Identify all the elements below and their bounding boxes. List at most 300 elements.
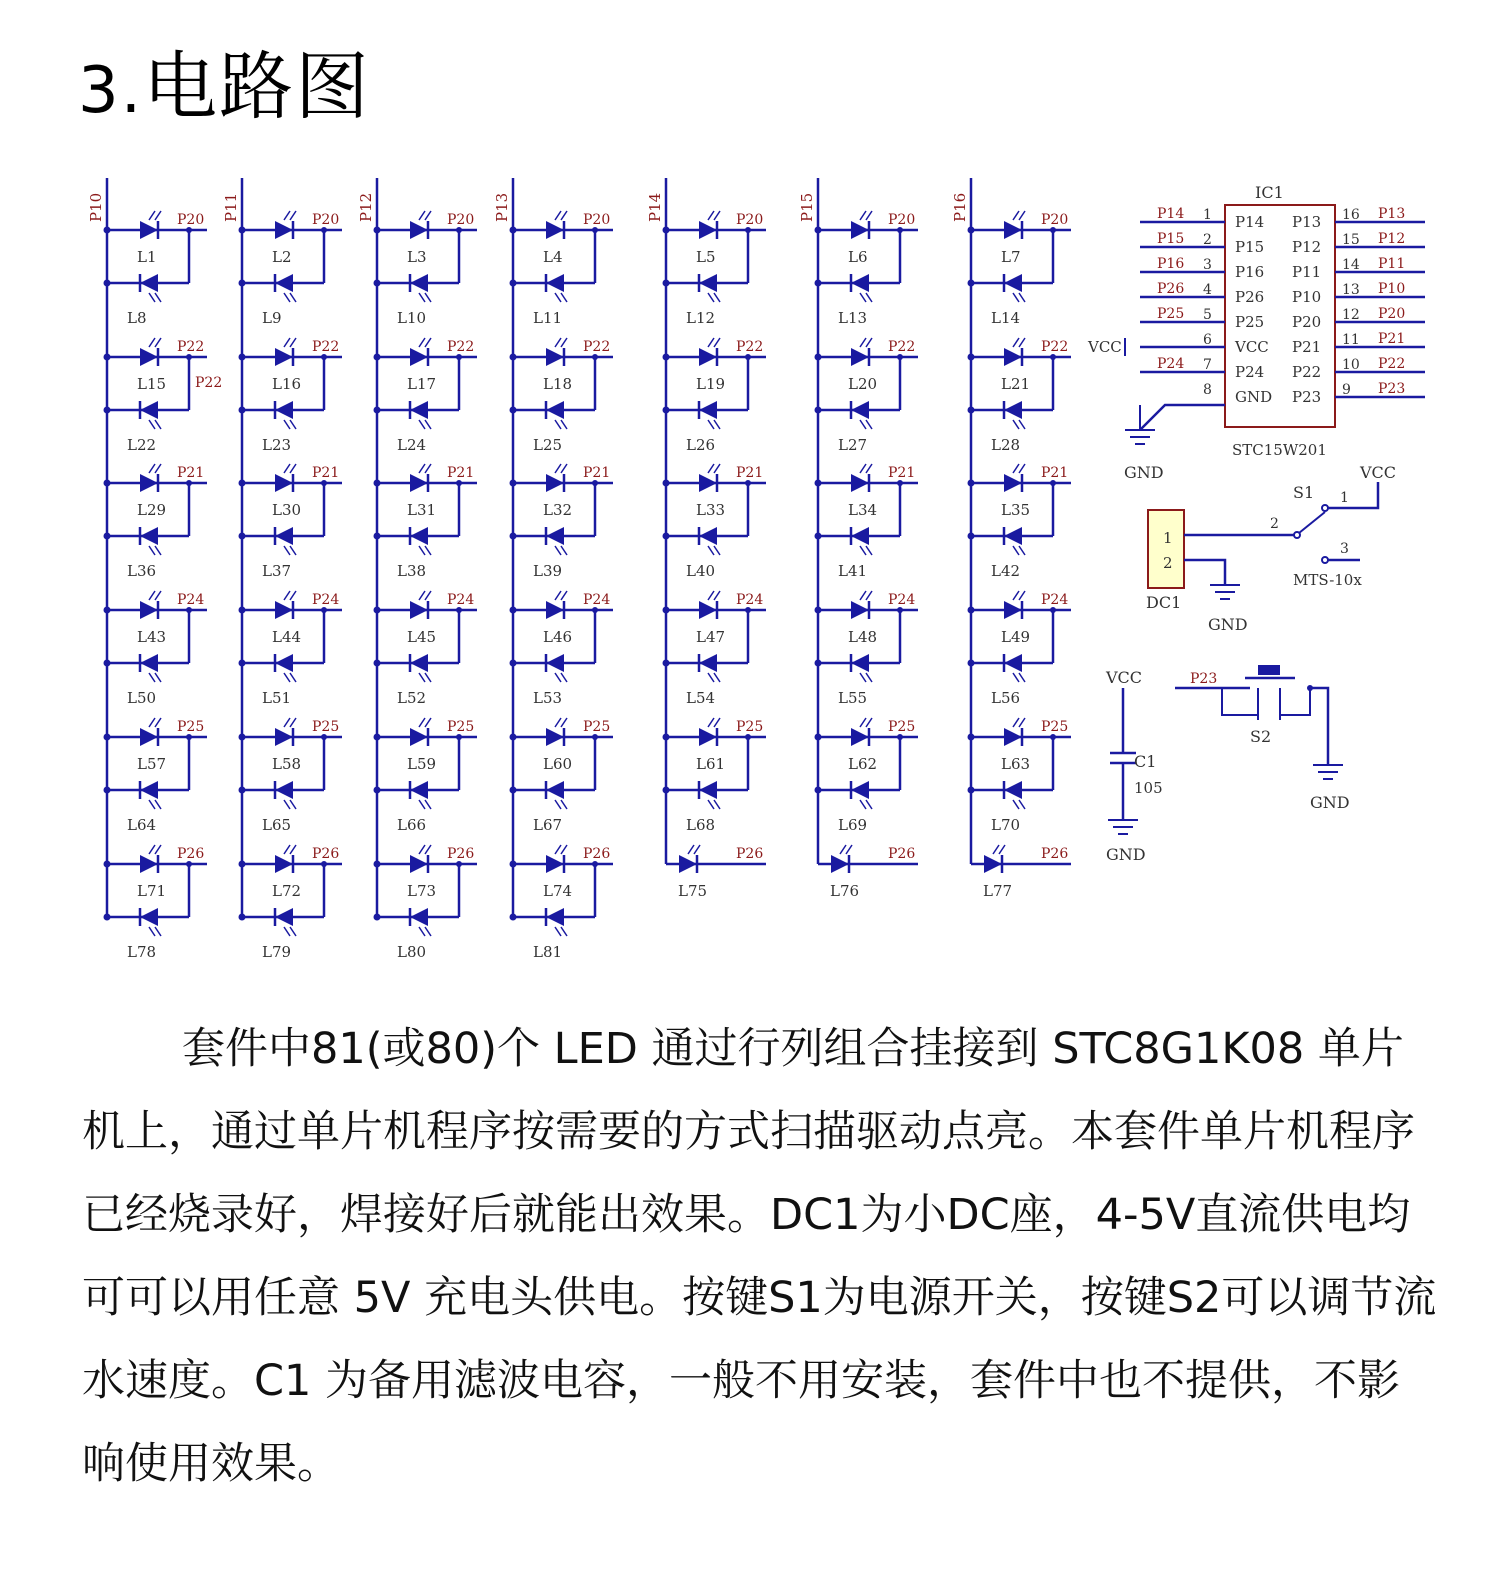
led-9-diode xyxy=(275,274,293,292)
junction-dot xyxy=(104,734,111,741)
led-label: L56 xyxy=(991,689,1021,707)
junction-dot xyxy=(510,607,517,614)
row-port-label: P21 xyxy=(888,465,916,481)
matrix-column-7 xyxy=(951,178,1071,900)
dc-jack xyxy=(1148,510,1184,588)
junction-dot xyxy=(374,861,381,868)
junction-dot xyxy=(510,734,517,741)
row-port-label: P22 xyxy=(583,339,611,355)
ic-pin-13 xyxy=(1292,281,1425,306)
matrix-cell xyxy=(510,845,614,961)
ic-pin-14 xyxy=(1292,256,1425,281)
led-21-ray-1 xyxy=(1013,338,1019,347)
row-port-label: P26 xyxy=(312,846,340,862)
led-14-ray-1 xyxy=(1013,293,1019,302)
cap-vcc-label: VCC xyxy=(1106,668,1143,687)
led-78-diode xyxy=(140,908,158,926)
matrix-cell xyxy=(968,591,1072,707)
led-label: L8 xyxy=(127,309,147,327)
button-ref: S2 xyxy=(1250,727,1272,746)
led-38-ray-2 xyxy=(425,546,431,555)
row-port-label: P22 xyxy=(888,339,916,355)
row-port-label: P24 xyxy=(312,592,340,608)
matrix-column-3 xyxy=(357,178,477,961)
led-64-ray-1 xyxy=(149,800,155,809)
led-58-diode xyxy=(275,728,293,746)
row-port-label: P24 xyxy=(583,592,611,608)
button-cap xyxy=(1258,665,1280,675)
led-81-ray-2 xyxy=(561,927,567,936)
led-73-ray-2 xyxy=(425,845,431,854)
led-label: L27 xyxy=(838,436,868,454)
junction-dot xyxy=(968,787,975,794)
row-port-label: P24 xyxy=(736,592,764,608)
led-25-ray-2 xyxy=(561,420,567,429)
led-75-diode xyxy=(679,855,697,873)
junction-dot xyxy=(374,607,381,614)
mcu-ic xyxy=(1087,183,1425,482)
row-port-label: P25 xyxy=(1041,719,1069,735)
matrix-cell xyxy=(104,464,208,580)
led-22-ray-2 xyxy=(155,420,161,429)
matrix-cell xyxy=(374,464,478,580)
led-label: L38 xyxy=(397,562,427,580)
row-port-label: P24 xyxy=(447,592,475,608)
ic-pin-name: GND xyxy=(1235,388,1273,406)
dc-pin2: 2 xyxy=(1163,554,1173,572)
ic-net-label: P12 xyxy=(1378,231,1406,247)
led-23-ray-2 xyxy=(290,420,296,429)
led-16-diode xyxy=(275,348,293,366)
led-label: L21 xyxy=(1001,375,1031,393)
led-16-ray-2 xyxy=(290,338,296,347)
led-label: L68 xyxy=(686,816,716,834)
led-62-ray-1 xyxy=(860,718,866,727)
matrix-cell xyxy=(968,211,1072,327)
ic-pin-number: 3 xyxy=(1203,257,1212,273)
row-port-label: P24 xyxy=(1041,592,1069,608)
led-13-ray-1 xyxy=(860,293,866,302)
led-1-ray-2 xyxy=(155,211,161,220)
ic-net-label: P13 xyxy=(1378,206,1406,222)
junction-dot xyxy=(374,914,381,921)
led-39-diode xyxy=(546,527,564,545)
junction-dot xyxy=(968,407,975,414)
matrix-cell xyxy=(374,845,478,961)
led-32-ray-1 xyxy=(555,464,561,473)
led-49-ray-2 xyxy=(1019,591,1025,600)
led-56-ray-1 xyxy=(1013,673,1019,682)
row-port-label: P20 xyxy=(447,212,475,228)
led-56-ray-2 xyxy=(1019,673,1025,682)
ic-net-label: P14 xyxy=(1157,206,1185,222)
led-28-diode xyxy=(1004,401,1022,419)
led-3-ray-2 xyxy=(425,211,431,220)
ic-net-label: P10 xyxy=(1378,281,1406,297)
junction-dot xyxy=(968,533,975,540)
circuit-schematic xyxy=(0,160,1500,980)
led-41-ray-1 xyxy=(860,546,866,555)
ic-net-label: P15 xyxy=(1157,231,1185,247)
matrix-cell xyxy=(971,845,1071,900)
ic-pin-name: P11 xyxy=(1292,263,1322,281)
junction-dot xyxy=(374,407,381,414)
led-label: L35 xyxy=(1001,501,1031,519)
led-57-ray-1 xyxy=(149,718,155,727)
led-24-ray-1 xyxy=(419,420,425,429)
led-60-ray-2 xyxy=(561,718,567,727)
led-76-diode xyxy=(831,855,849,873)
ic-pin-11 xyxy=(1292,331,1425,356)
led-label: L4 xyxy=(543,248,563,266)
description-paragraph xyxy=(82,1008,1442,1506)
led-21-ray-2 xyxy=(1019,338,1025,347)
led-69-diode xyxy=(851,781,869,799)
row-port-label: P22 xyxy=(736,339,764,355)
led-61-ray-1 xyxy=(708,718,714,727)
led-37-diode xyxy=(275,527,293,545)
led-label: L50 xyxy=(127,689,157,707)
led-77-ray-2 xyxy=(999,845,1005,854)
led-50-ray-1 xyxy=(149,673,155,682)
led-54-ray-2 xyxy=(714,673,720,682)
led-38-ray-1 xyxy=(419,546,425,555)
led-label: L42 xyxy=(991,562,1021,580)
led-7-ray-2 xyxy=(1019,211,1025,220)
led-27-ray-2 xyxy=(866,420,872,429)
matrix-cell xyxy=(663,591,767,707)
row-port-label: P22 xyxy=(177,339,205,355)
ic-vcc-label: VCC xyxy=(1088,338,1122,356)
column-port-label: P10 xyxy=(87,192,105,222)
ic-pin-number: 13 xyxy=(1342,282,1360,298)
button-net-label: P23 xyxy=(1190,671,1218,687)
dc-gnd-label: GND xyxy=(1208,615,1248,634)
row-port-label: P21 xyxy=(312,465,340,481)
ic-pin-name: P25 xyxy=(1235,313,1265,331)
led-20-ray-2 xyxy=(866,338,872,347)
junction-dot xyxy=(104,480,111,487)
ic-pin-name: P15 xyxy=(1235,238,1265,256)
column-port-label: P13 xyxy=(493,192,511,222)
led-label: L64 xyxy=(127,816,157,834)
junction-dot xyxy=(510,861,517,868)
junction-dot xyxy=(663,407,670,414)
led-70-ray-1 xyxy=(1013,800,1019,809)
ic-pin-8 xyxy=(1203,382,1272,406)
led-5-ray-2 xyxy=(714,211,720,220)
junction-dot xyxy=(510,533,517,540)
led-51-ray-1 xyxy=(284,673,290,682)
led-35-ray-1 xyxy=(1013,464,1019,473)
column-port-label: P15 xyxy=(798,192,816,222)
matrix-cell xyxy=(104,845,208,961)
junction-dot xyxy=(104,607,111,614)
matrix-column-2 xyxy=(222,178,342,961)
ic-net-label: P16 xyxy=(1157,256,1185,272)
row-port-label: P25 xyxy=(888,719,916,735)
junction-dot xyxy=(663,734,670,741)
row-port-label: P24 xyxy=(177,592,205,608)
row-port-label: P20 xyxy=(177,212,205,228)
led-label: L66 xyxy=(397,816,427,834)
junction-dot xyxy=(104,280,111,287)
led-33-ray-1 xyxy=(708,464,714,473)
led-label: L31 xyxy=(407,501,437,519)
power-switch-section xyxy=(1146,463,1396,634)
ic-net-label: P24 xyxy=(1157,356,1185,372)
led-80-ray-2 xyxy=(425,927,431,936)
led-38-diode xyxy=(410,527,428,545)
cap-value: 105 xyxy=(1134,779,1163,797)
section-title: 电路图 xyxy=(143,44,372,130)
ic-pin-number: 11 xyxy=(1342,332,1360,348)
ic-net-label: P11 xyxy=(1378,256,1406,272)
ic-pin-16 xyxy=(1292,206,1425,231)
row-port-label: P22 xyxy=(1041,339,1069,355)
led-1-ray-1 xyxy=(149,211,155,220)
junction-dot xyxy=(239,533,246,540)
matrix-cell xyxy=(968,718,1072,834)
junction-dot xyxy=(815,407,822,414)
ic-net-label: P20 xyxy=(1378,306,1406,322)
led-65-ray-2 xyxy=(290,800,296,809)
column-port-label: P12 xyxy=(357,192,375,222)
junction-dot xyxy=(663,480,670,487)
switch-vcc-label: VCC xyxy=(1360,463,1397,482)
led-45-diode xyxy=(410,601,428,619)
matrix-cell xyxy=(663,211,767,327)
junction-dot xyxy=(104,914,111,921)
led-51-diode xyxy=(275,654,293,672)
led-37-ray-1 xyxy=(284,546,290,555)
led-34-ray-1 xyxy=(860,464,866,473)
led-27-ray-1 xyxy=(860,420,866,429)
row-port-label: P26 xyxy=(736,846,764,862)
row-port-label: P25 xyxy=(736,719,764,735)
led-label: L63 xyxy=(1001,755,1031,773)
matrix-cell xyxy=(104,338,208,454)
led-19-diode xyxy=(699,348,717,366)
led-6-ray-2 xyxy=(866,211,872,220)
led-label: L79 xyxy=(262,943,292,961)
led-23-ray-1 xyxy=(284,420,290,429)
led-19-ray-2 xyxy=(714,338,720,347)
led-label: L46 xyxy=(543,628,573,646)
junction-dot xyxy=(374,480,381,487)
junction-dot xyxy=(239,914,246,921)
led-61-diode xyxy=(699,728,717,746)
led-35-diode xyxy=(1004,474,1022,492)
junction-dot xyxy=(510,660,517,667)
led-50-ray-2 xyxy=(155,673,161,682)
ic-pin-name: P20 xyxy=(1292,313,1322,331)
led-32-ray-2 xyxy=(561,464,567,473)
led-74-ray-1 xyxy=(555,845,561,854)
led-59-ray-2 xyxy=(425,718,431,727)
led-34-diode xyxy=(851,474,869,492)
led-22-ray-1 xyxy=(149,420,155,429)
led-24-diode xyxy=(410,401,428,419)
led-55-ray-1 xyxy=(860,673,866,682)
led-47-ray-1 xyxy=(708,591,714,600)
led-label: L70 xyxy=(991,816,1021,834)
led-label: L34 xyxy=(848,501,878,519)
junction-dot xyxy=(663,660,670,667)
led-79-ray-2 xyxy=(290,927,296,936)
junction-dot xyxy=(104,354,111,361)
led-63-ray-1 xyxy=(1013,718,1019,727)
led-46-ray-2 xyxy=(561,591,567,600)
led-label: L52 xyxy=(397,689,427,707)
matrix-cell xyxy=(510,338,614,454)
junction-dot xyxy=(374,354,381,361)
ic-pin-name: P10 xyxy=(1292,288,1322,306)
led-44-diode xyxy=(275,601,293,619)
led-64-ray-2 xyxy=(155,800,161,809)
led-label: L69 xyxy=(838,816,868,834)
junction-dot xyxy=(239,227,246,234)
junction-dot xyxy=(374,533,381,540)
ic-pin-4 xyxy=(1140,281,1264,306)
led-17-ray-2 xyxy=(425,338,431,347)
led-label: L25 xyxy=(533,436,563,454)
ic-pin-name: P23 xyxy=(1292,388,1322,406)
ic-pin-2 xyxy=(1140,231,1264,256)
led-label: L11 xyxy=(533,309,563,327)
led-55-ray-2 xyxy=(866,673,872,682)
led-70-diode xyxy=(1004,781,1022,799)
ic-gnd-wire xyxy=(1140,405,1225,430)
led-59-ray-1 xyxy=(419,718,425,727)
junction-dot xyxy=(510,914,517,921)
junction-dot xyxy=(815,480,822,487)
led-31-diode xyxy=(410,474,428,492)
ic-pin-number: 14 xyxy=(1342,257,1360,273)
matrix-cell xyxy=(104,591,208,707)
led-4-ray-1 xyxy=(555,211,561,220)
ic-right-pins xyxy=(1292,206,1425,406)
junction-dot xyxy=(815,227,822,234)
led-label: L24 xyxy=(397,436,427,454)
junction-dot xyxy=(968,280,975,287)
led-label: L30 xyxy=(272,501,302,519)
led-79-ray-1 xyxy=(284,927,290,936)
ic-pin-name: P26 xyxy=(1235,288,1265,306)
led-56-diode xyxy=(1004,654,1022,672)
junction-dot xyxy=(510,354,517,361)
junction-dot xyxy=(663,227,670,234)
matrix-cell xyxy=(663,464,767,580)
led-2-ray-2 xyxy=(290,211,296,220)
junction-dot xyxy=(510,407,517,414)
led-73-diode xyxy=(410,855,428,873)
led-label: L62 xyxy=(848,755,878,773)
led-77-diode xyxy=(984,855,1002,873)
led-label: L40 xyxy=(686,562,716,580)
led-17-ray-1 xyxy=(419,338,425,347)
led-label: L6 xyxy=(848,248,868,266)
led-12-ray-1 xyxy=(708,293,714,302)
row-port-label: P25 xyxy=(583,719,611,735)
led-label: L49 xyxy=(1001,628,1031,646)
led-35-ray-2 xyxy=(1019,464,1025,473)
speed-button-section xyxy=(1175,665,1350,812)
led-58-ray-2 xyxy=(290,718,296,727)
led-21-diode xyxy=(1004,348,1022,366)
matrix-cell xyxy=(818,845,918,900)
button-gnd-symbol xyxy=(1313,765,1343,779)
row-port-label: P26 xyxy=(447,846,475,862)
led-label: L16 xyxy=(272,375,302,393)
led-label: L26 xyxy=(686,436,716,454)
junction-dot xyxy=(510,480,517,487)
description-text: 套件中81(或80)个 LED 通过行列组合挂接到 STC8G1K08 单片机上，通过单片机程序按需要的方式扫描驱动点亮。本套件单片机程序已经烧录好，焊接好后就能出效果。DC1为小DC座，4-5V直流供电均可可以用任意 5V 充电头供电。按键S1为电源开关，按键S2可以调节流水速度。C1 为备用滤波电容，一般不用安装，套件中也不提供，不影响使用效果。 xyxy=(82,1024,1437,1489)
ic-pin-9 xyxy=(1292,381,1425,406)
junction-dot xyxy=(968,607,975,614)
junction-dot xyxy=(104,407,111,414)
led-label: L19 xyxy=(696,375,726,393)
led-3-ray-1 xyxy=(419,211,425,220)
led-49-ray-1 xyxy=(1013,591,1019,600)
led-24-ray-2 xyxy=(425,420,431,429)
led-45-ray-2 xyxy=(425,591,431,600)
button-gnd-wire xyxy=(1310,688,1328,765)
led-label: L28 xyxy=(991,436,1021,454)
led-7-diode xyxy=(1004,221,1022,239)
junction-dot xyxy=(815,607,822,614)
led-2-diode xyxy=(275,221,293,239)
led-label: L3 xyxy=(407,248,427,266)
junction-dot xyxy=(815,354,822,361)
matrix-column-4 xyxy=(493,178,613,961)
led-label: L20 xyxy=(848,375,878,393)
led-43-diode xyxy=(140,601,158,619)
ic-pin-15 xyxy=(1292,231,1425,256)
led-label: L43 xyxy=(137,628,167,646)
led-label: L65 xyxy=(262,816,292,834)
led-15-diode xyxy=(140,348,158,366)
led-label: L48 xyxy=(848,628,878,646)
led-label: L76 xyxy=(830,882,860,900)
switch-pin1: 1 xyxy=(1340,490,1349,506)
led-75-ray-2 xyxy=(694,845,700,854)
led-label: L14 xyxy=(991,309,1021,327)
led-5-diode xyxy=(699,221,717,239)
row-port-label: P20 xyxy=(1041,212,1069,228)
matrix-cell xyxy=(510,591,614,707)
led-label: L5 xyxy=(696,248,716,266)
led-71-ray-2 xyxy=(155,845,161,854)
led-34-ray-2 xyxy=(866,464,872,473)
ic-gnd-symbol xyxy=(1125,405,1155,444)
junction-dot xyxy=(815,280,822,287)
led-label: L81 xyxy=(533,943,563,961)
junction-dot xyxy=(239,480,246,487)
matrix-cell xyxy=(815,338,919,454)
led-label: L47 xyxy=(696,628,726,646)
junction-dot xyxy=(968,660,975,667)
led-40-ray-1 xyxy=(708,546,714,555)
junction-dot xyxy=(374,227,381,234)
led-14-ray-2 xyxy=(1019,293,1025,302)
led-matrix xyxy=(87,178,1071,961)
led-17-diode xyxy=(410,348,428,366)
switch-pin3: 3 xyxy=(1340,541,1349,557)
led-72-ray-1 xyxy=(284,845,290,854)
ic-net-label: P21 xyxy=(1378,331,1406,347)
led-label: L53 xyxy=(533,689,563,707)
